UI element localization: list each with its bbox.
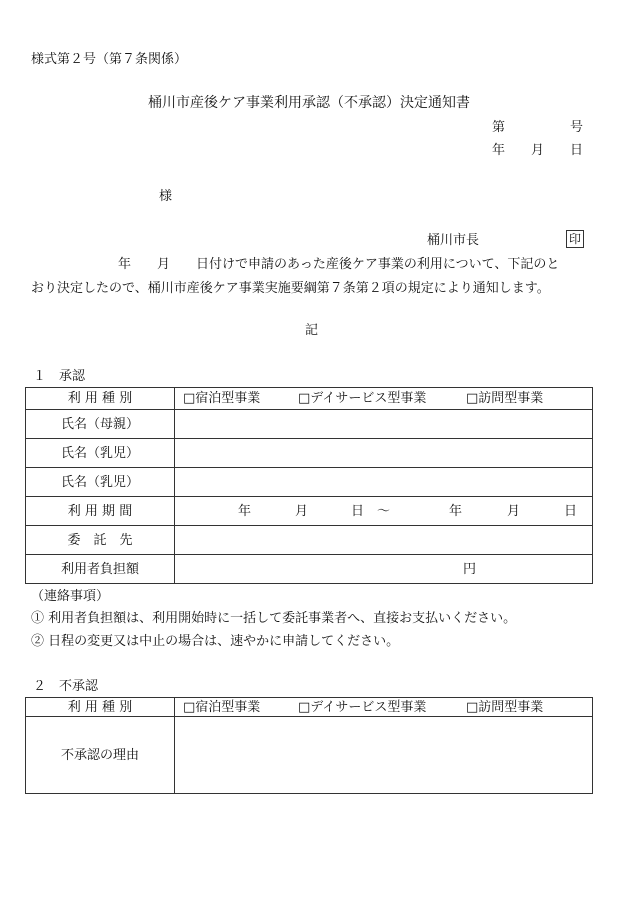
service-type-options-2 [175, 698, 593, 717]
contractor-label: 委 託 先 [26, 526, 175, 555]
infant-name-label-1: 氏名（乳児） [26, 439, 175, 468]
service-type-label-2: 利 用 種 別 [26, 698, 175, 717]
infant-name-label-2: 氏名（乳児） [26, 468, 175, 497]
contact-item-2: ② 日程の変更又は中止の場合は、速やかに申請してください。 [31, 634, 400, 649]
period-label: 利 用 期 間 [26, 497, 175, 526]
document-title: 桶川市産後ケア事業利用承認（不承認）決定通知書 [148, 95, 470, 111]
option-visit-checkbox-2[interactable]: □訪問型事業 [466, 699, 544, 715]
contact-heading: （連絡事項） [31, 589, 110, 604]
option-overnight-checkbox[interactable]: □宿泊型事業 [183, 391, 261, 406]
yen-unit: 円 [463, 562, 477, 577]
period-start-year-unit: 年 [238, 504, 252, 519]
option-day-service-checkbox-2[interactable]: □デイサービス型事業 [298, 699, 427, 715]
seal-mark: 印 [566, 230, 584, 248]
section2-heading: ２ 不承認 [33, 679, 99, 694]
service-type-options [175, 388, 593, 410]
infant-name-field-2[interactable] [175, 468, 593, 497]
mother-name-label: 氏名（母親） [26, 410, 175, 439]
issuer-name: 桶川市長 [427, 233, 480, 248]
issue-date: 年 月 日 [492, 143, 584, 158]
ki-heading: 記 [305, 323, 319, 338]
copay-label: 利用者負担額 [26, 555, 175, 584]
period-start-month-unit: 月 [295, 504, 309, 519]
rejection-table [25, 697, 593, 794]
document-number: 第 号 [492, 120, 584, 135]
addressee-suffix: 様 [159, 189, 173, 204]
period-end-month-unit: 月 [507, 504, 521, 519]
approval-table [25, 387, 593, 584]
period-field[interactable] [175, 497, 593, 526]
contact-item-1: ① 利用者負担額は、利用開始時に一括して委託事業者へ、直接お支払いください。 [31, 611, 517, 626]
rejection-reason-label: 不承認の理由 [26, 717, 175, 794]
form-reference: 様式第２号（第７条関係） [31, 52, 188, 67]
rejection-reason-field[interactable] [175, 717, 593, 794]
period-end-day-unit: 日 [564, 504, 578, 519]
service-type-label: 利 用 種 別 [26, 388, 175, 410]
infant-name-field-1[interactable] [175, 439, 593, 468]
period-end-year-unit: 年 [449, 504, 463, 519]
contractor-field[interactable] [175, 526, 593, 555]
section1-heading: １ 承認 [33, 369, 86, 384]
body-text-line-1: 年 月 日付けで申請のあった産後ケア事業の利用について、下記のと [118, 257, 560, 272]
period-start-day-unit: 日 [351, 504, 365, 519]
option-overnight-checkbox-2[interactable]: □宿泊型事業 [183, 699, 261, 715]
mother-name-field[interactable] [175, 410, 593, 439]
body-text-line-2: おり決定したので、桶川市産後ケア事業実施要綱第７条第２項の規定により通知します。 [31, 281, 550, 296]
copay-field[interactable] [175, 555, 593, 584]
option-visit-checkbox[interactable]: □訪問型事業 [466, 391, 544, 406]
option-day-service-checkbox[interactable]: □デイサービス型事業 [298, 391, 427, 406]
period-tilde: ～ [377, 504, 391, 519]
